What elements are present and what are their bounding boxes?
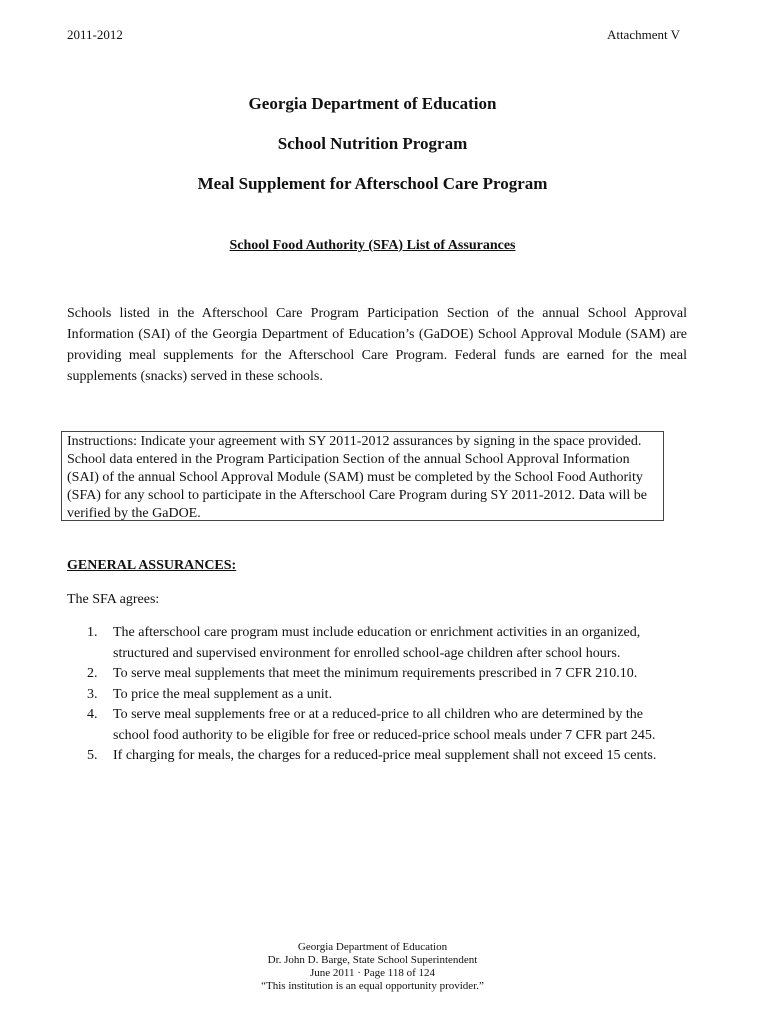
list-item <box>67 664 667 685</box>
list-item-number: 5. <box>87 748 98 763</box>
title-program: School Nutrition Program <box>277 134 468 153</box>
list-item-number: 2. <box>87 666 98 681</box>
list-item-text: To serve meal supplements that meet the minimum requirements prescribed in 7 CFR 210.10. <box>113 666 638 681</box>
general-assurances-heading: GENERAL ASSURANCES: <box>67 558 237 573</box>
header-year: 2011-2012 <box>67 27 123 42</box>
title-meal-supplement: Meal Supplement for Afterschool Care Program <box>197 174 548 193</box>
sfa-agrees-text: The SFA agrees: <box>67 592 160 607</box>
title-block <box>0 94 745 214</box>
list-item <box>67 685 667 706</box>
subtitle-list-of-assurances: School Food Authority (SFA) List of Assurances <box>229 238 516 253</box>
intro-paragraph: Schools listed in the Afterschool Care Program Participation Section of the annual School Approval Information (SAI) of the Georgia Department of Education’s (GaDOE) School Approval Module (SAM) are providing meal supplements for the Afterschool Care Program. Federal funds are earned for the meal supplements (snacks) served in these schools. <box>67 306 687 384</box>
instructions-box: Instructions: Indicate your agreement with SY 2011-2012 assurances by signing in the space provided. School data entered in the Program Participation Section of the annual School Approval Information (SAI) of the annual School Approval Module (SAM) must be completed by the School Food Authority (SFA) for any school to participate in the Afterschool Care Program during SY 2011-2012. Data will be verified by the GaDOE. <box>61 431 664 521</box>
title-department: Georgia Department of Education <box>248 94 497 113</box>
list-item-text: The afterschool care program must include education or enrichment activities in an organized, structured and supervised environment for enrolled school-age children after school hours. <box>113 625 641 661</box>
list-item-text: If charging for meals, the charges for a reduced-price meal supplement shall not exceed 15 cents. <box>113 748 657 763</box>
list-item-number: 1. <box>87 625 98 640</box>
list-item-number: 4. <box>87 707 98 722</box>
footer-page-info: June 2011 · Page 118 of 124 <box>309 967 436 979</box>
footer-superintendent: Dr. John D. Barge, State School Superintendent <box>267 954 478 966</box>
list-item <box>67 746 667 767</box>
list-item-text: To price the meal supplement as a unit. <box>113 686 333 702</box>
footer-equal-opportunity: “This institution is an equal opportunity provider.” <box>261 980 484 992</box>
footer-department: Georgia Department of Education <box>297 941 448 953</box>
page-footer <box>0 941 745 993</box>
header-attachment: Attachment V <box>606 27 680 42</box>
list-item-number: 3. <box>87 686 98 702</box>
assurance-list <box>67 623 667 767</box>
list-item-text: To serve meal supplements free or at a reduced-price to all children who are determined by the school food authority to be eligible for free or reduced-price school meals under 7 CFR part 245. <box>113 707 656 743</box>
list-item <box>67 623 667 664</box>
list-item <box>67 705 667 746</box>
